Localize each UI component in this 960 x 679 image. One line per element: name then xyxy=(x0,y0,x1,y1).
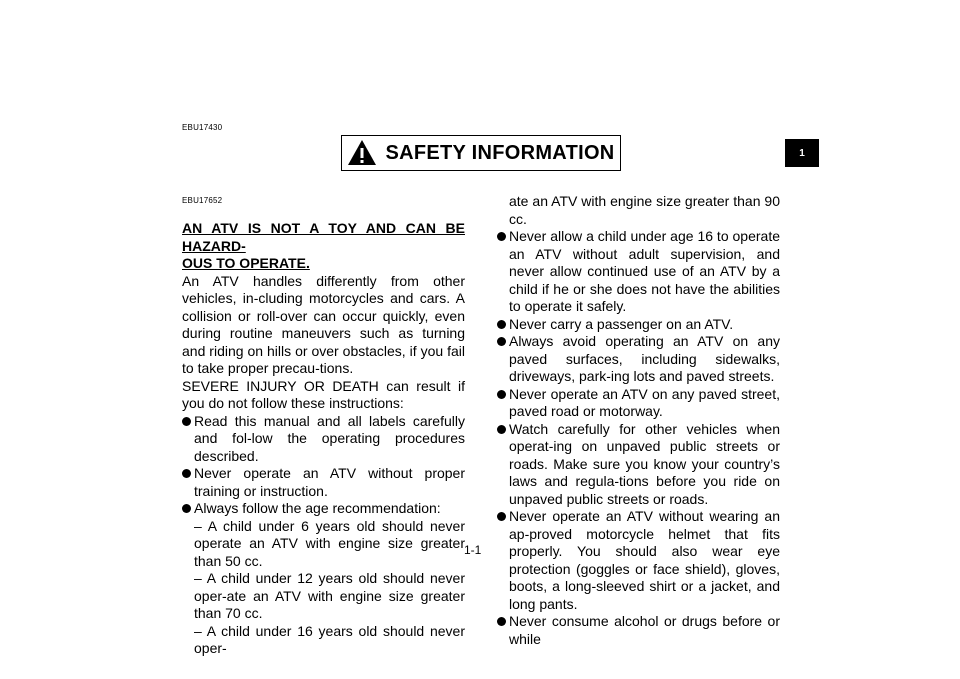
list-item-text: Watch carefully for other vehicles when operat-ing on unpaved public streets or roads. Make sure you know your country’s laws and regula-tions before you ride on unpaved public streets or roads. xyxy=(509,420,780,507)
page-number: 1-1 xyxy=(464,543,482,557)
list-item xyxy=(497,508,780,613)
age-rule-3: – A child under 16 years old should never oper- xyxy=(194,622,465,656)
list-item-text: Always avoid operating an ATV on any paved surfaces, including sidewalks, driveways, park-ing lots and paved streets. xyxy=(509,333,780,384)
list-item xyxy=(497,386,780,421)
section-title-box xyxy=(341,135,621,171)
warning-icon xyxy=(347,139,377,167)
document-code-section: EBU17652 xyxy=(182,196,223,205)
list-item xyxy=(497,613,780,648)
list-item xyxy=(497,316,780,334)
bullet-icon xyxy=(497,425,506,434)
list-item-text: Never consume alcohol or drugs before or while xyxy=(509,613,780,647)
bullet-icon xyxy=(497,232,506,241)
chapter-tab: 1 xyxy=(785,139,819,167)
intro-paragraph: An ATV handles differently from other vehicles, in-cluding motorcycles and cars. A collision or roll-over can occur quickly, even during routine maneuvers such as turning and riding on hills or over obstacles, if you fail to take proper precau-tions. xyxy=(182,272,465,376)
bullet-icon xyxy=(182,417,191,426)
list-item xyxy=(182,500,465,518)
bullet-icon xyxy=(497,320,506,329)
list-item xyxy=(182,413,465,466)
bullet-icon xyxy=(497,390,506,399)
bullet-icon xyxy=(497,337,506,346)
list-item-text: Never allow a child under age 16 to operate an ATV without adult supervision, and never allow continued use of an ATV by a child if he or she does not have the abilities to operate it safely. xyxy=(509,228,780,314)
list-item xyxy=(497,228,780,316)
list-item xyxy=(497,333,780,386)
list-item-text: Never operate an ATV without proper training or instruction. xyxy=(194,465,465,499)
list-item-text: Never carry a passenger on an ATV. xyxy=(509,315,734,332)
right-column xyxy=(497,193,780,648)
bullet-icon xyxy=(182,469,191,478)
warning-paragraph: SEVERE INJURY OR DEATH can result if you do not follow these instructions: xyxy=(182,377,465,411)
list-item-text: Never operate an ATV on any paved street, paved road or motorway. xyxy=(509,385,780,419)
age-rule-3-continued: ate an ATV with engine size greater than 90 cc. xyxy=(509,193,780,227)
document-code-top: EBU17430 xyxy=(182,123,223,132)
bullet-icon xyxy=(497,617,506,626)
section-heading-line1: AN ATV IS NOT A TOY AND CAN BE HAZARD- xyxy=(182,220,465,254)
list-item-text: Read this manual and all labels carefully and fol-low the operating procedures described. xyxy=(194,412,465,464)
list-item-text: Never operate an ATV without wearing an ap-proved motorcycle helmet that fits properly. You should also wear eye protection (goggles or face shield), gloves, boots, a long-sleeved shirt or a jacket, and long pants. xyxy=(509,508,780,612)
list-item xyxy=(182,465,465,500)
bullet-icon xyxy=(497,512,506,521)
age-rule-1: – A child under 6 years old should never operate an ATV with engine size greater than 50 cc. xyxy=(194,517,465,569)
bullet-icon xyxy=(182,504,191,513)
age-rule-2: – A child under 12 years old should never oper-ate an ATV with engine size greater than 70 cc. xyxy=(194,570,465,621)
left-column xyxy=(182,220,465,658)
list-item xyxy=(497,421,780,509)
page-title: SAFETY INFORMATION xyxy=(385,141,615,164)
section-heading-line2: OUS TO OPERATE. xyxy=(182,255,310,271)
list-item-text: Always follow the age recommendation: xyxy=(194,500,441,516)
